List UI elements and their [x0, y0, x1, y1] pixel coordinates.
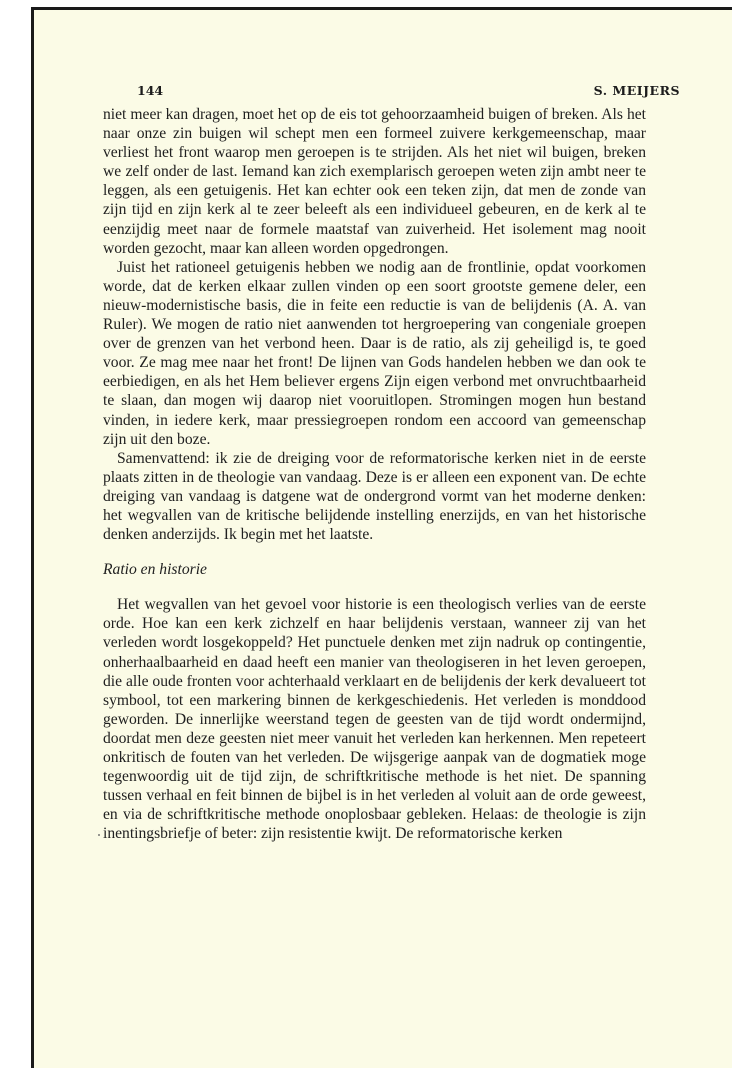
scan-speck [98, 834, 100, 836]
paragraph: Juist het rationeel getuigenis hebben we nodig aan de frontlinie, opdat voorkomen worde, dat de kerken elkaar zullen vinden op een soort grootste gemene deler, een nieuw-modernistische basis, die in feite een reductie is van de belijdenis (A. A. van Ruler). We mogen de ratio niet aanwenden tot hergroepering van congeniale groepen over de grenzen van het verbond heen. Daar is de ratio, als zij geheiligd is, te goed voor. Ze mag mee naar het front! De lijnen van Gods handelen hebben we dan ook te eerbiedigen, en als het Hem believer ergens Zijn eigen verbond met onvruchtbaarheid te slaan, dan mogen wij daarop niet vooruitlopen. Stromingen mogen hun bestand vinden, in iedere kerk, maar pressiegroepen rondom een accoord van gemeenschap zijn uit den boze. [103, 258, 646, 448]
running-author: S. MEIJERS [593, 83, 680, 98]
running-header [137, 83, 680, 101]
paragraph: Het wegvallen van het gevoel voor historie is een theologisch verlies van de eerste orde. Hoe kan een kerk zichzelf en haar belijdenis verstaan, wanneer zij van het verleden wordt losgekoppeld? Het punctuele denken met zijn nadruk op contingentie, onherhaalbaarheid en daad heeft een manier van theologiseren in het leven geroepen, die alle oude fronten voor achterhaald verklaart en de belijdenis der kerk devalueert tot symbool, tot een markering binnen de kerkgeschiedenis. Het verleden is monddood geworden. De innerlijke weerstand tegen de geesten van de tijd wordt ondermijnd, doordat men deze geesten niet meer vanuit het verleden kan herkennen. Men repeteert onkritisch de fouten van het verleden. De wijsgerige aanpak van de dogmatiek moge tegenwoordig uit de tijd zijn, de schriftkritische methode is het niet. De spanning tussen verhaal en feit binnen de bijbel is in het verleden al voluit aan de orde geweest, en via de schriftkritische methode onoplosbaar gebleken. Helaas: de theologie is zijn inentingsbriefje of beter: zijn resistentie kwijt. De reformatorische kerken [103, 596, 646, 843]
section-heading: Ratio en historie [103, 561, 207, 579]
page-number: 144 [137, 83, 164, 98]
paragraph-continued: niet meer kan dragen, moet het op de eis tot gehoorzaamheid buigen of breken. Als het naar onze zin buigen wil schept men een formeel zuivere kerkgemeenschap, maar verliest het front waarop men geroepen is te strijden. Als het niet wil buigen, breken we zelf onder de last. Iemand kan zich exemplarisch geroepen weten zijn ambt neer te leggen, als een getuigenis. Het kan echter ook een teken zijn, dat men de zonde van zijn tijd en zijn kerk al te zeer beleeft als een individueel gebeuren, en de kerk al te eenzijdig meet naar de formele maatstaf van zuiverheid. Het isolement mag nooit worden gezocht, maar kan alleen worden opgedrongen. [103, 106, 646, 257]
page-body [103, 105, 646, 843]
paragraph: Samenvattend: ik zie de dreiging voor de reformatorische kerken niet in de eerste plaats zitten in de theologie van vandaag. Deze is er alleen een exponent van. De echte dreiging van vandaag is datgene wat de ondergrond vormt van het moderne denken: het wegvallen van de kritische belijdende instelling enerzijds, en van het historische denken anderzijds. Ik begin met het laatste. [103, 449, 646, 544]
